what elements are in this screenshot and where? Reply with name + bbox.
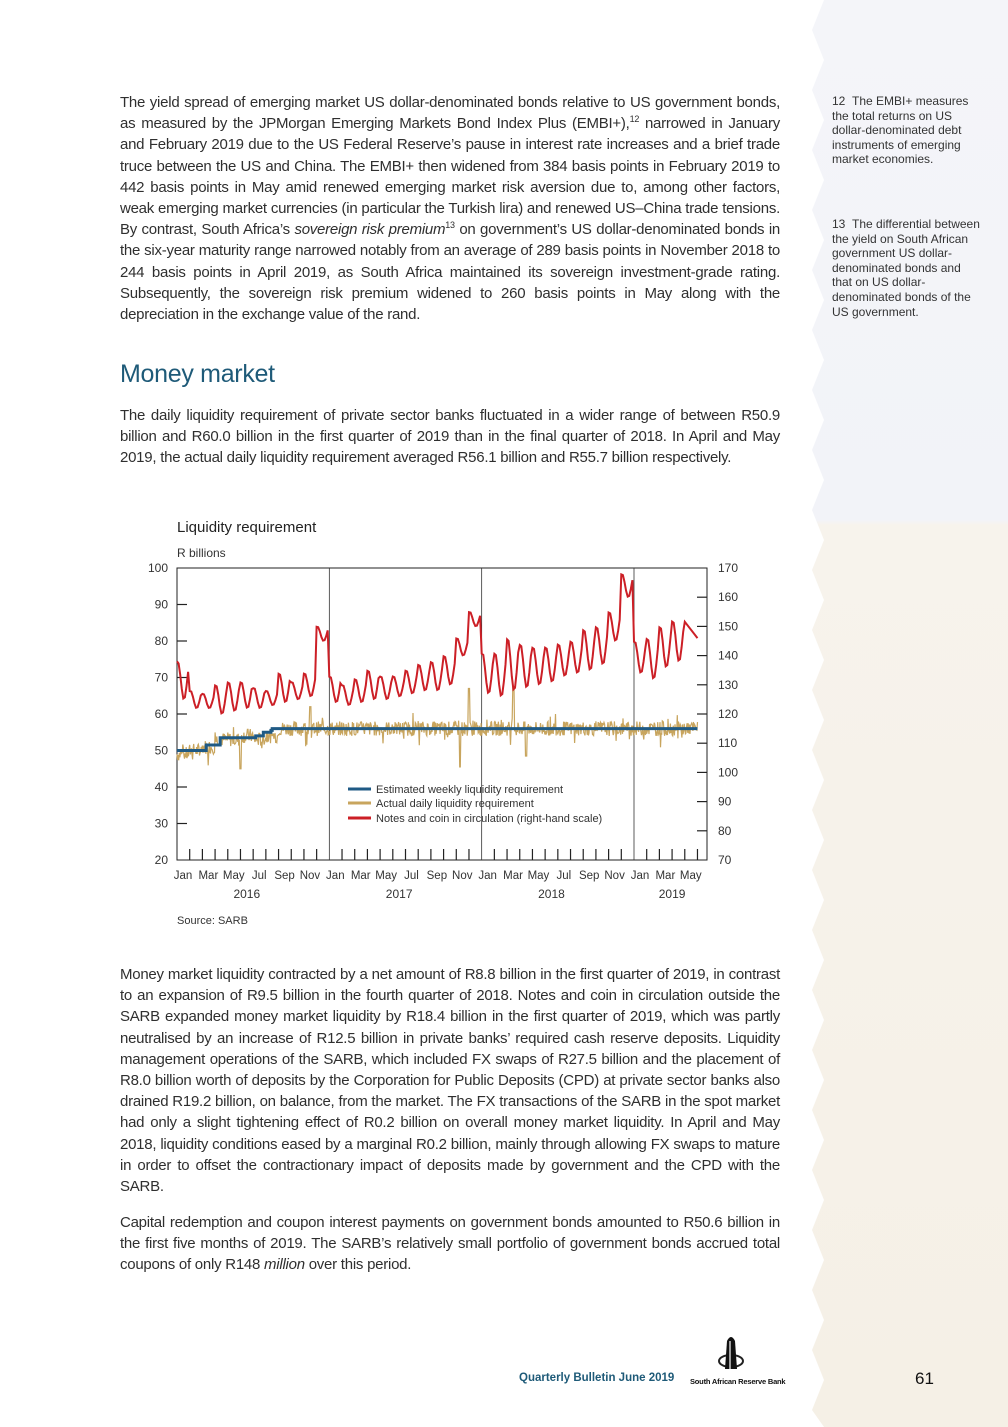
y-tick-label: 30 <box>154 816 168 831</box>
x-year-label: 2017 <box>385 887 413 901</box>
chart-source: Source: SARB <box>177 915 248 927</box>
y-tick-label: 50 <box>154 743 168 758</box>
footnote-text: The differential between the yield on South African government US dollar-denominated bonds and that on US dollar-denominated bonds of the US government. <box>832 217 980 319</box>
paragraph-money-market-liquidity <box>120 964 780 1197</box>
x-tick-label: Jan <box>630 870 650 882</box>
y2-tick-label: 120 <box>718 707 739 721</box>
x-tick-label: Sep <box>578 870 600 882</box>
page-number: 61 <box>915 1369 934 1388</box>
footnote-ref-13[interactable]: 13 <box>445 220 455 231</box>
y2-tick-label: 90 <box>718 794 732 809</box>
x-tick-label: Jul <box>556 870 572 882</box>
y2-tick-label: 130 <box>718 677 739 692</box>
legend-label: Estimated weekly liquidity requirement <box>376 784 564 796</box>
footnote-ref-12[interactable]: 12 <box>629 114 640 125</box>
y2-tick-label: 150 <box>718 619 739 634</box>
paragraph-text: The daily liquidity requirement of private sector banks fluctuated in a wider range of between R50.9 billion and R60.0 billion in the first quarter of 2019 than in the final quarter of 2018. In April and May 2019, the actual daily liquidity requirement averaged R56.1 billion and R55.7 billion respectively. <box>120 407 780 467</box>
y-tick-label: 20 <box>154 853 168 867</box>
emphasis-term: sovereign risk premium <box>294 221 446 239</box>
paragraph-text: Capital redemption and coupon interest payments on government bonds amounted to R50.6 billion in the first five months of 2019. The SARB’s relatively small portfolio of government bonds accrued total coupons of only R148 <box>120 1214 780 1274</box>
x-tick-label: Jan <box>173 870 193 882</box>
y2-tick-label: 140 <box>718 648 739 663</box>
x-tick-label: Nov <box>452 870 473 882</box>
x-tick-label: Jan <box>326 870 345 882</box>
series-notes-coin <box>177 574 697 713</box>
x-tick-label: Jan <box>478 870 497 882</box>
paragraph-text: narrowed in January and February 2019 due to the US Federal Reserve’s pause in interest rate increases and a brief trade truce between the US and China. The EMBI+ then widened from 384 basis points in February 2019 to 442 basis points in May amid renewed emerging market risk aversion due to, among other factors, weak emerging market currencies (in particular the Turkish lira) and renewed US–China trade tensions. By contrast, South Africa’s <box>120 115 781 239</box>
y2-tick-label: 80 <box>718 823 732 838</box>
section-heading: Money market <box>120 360 275 388</box>
x-tick-label: Sep <box>426 870 448 882</box>
y-tick-label: 60 <box>154 707 168 721</box>
y2-tick-label: 160 <box>718 590 739 605</box>
x-tick-label: May <box>679 870 702 882</box>
footnote-number: 12 <box>832 94 846 108</box>
y2-tick-label: 70 <box>718 853 732 867</box>
paragraph-text: The yield spread of emerging market US dollar-denominated bonds relative to US government bonds, as measured by the JPMorgan Emerging Markets Bond Index Plus (EMBI+), <box>120 94 780 133</box>
x-tick-label: Nov <box>604 870 625 882</box>
x-tick-label: Nov <box>299 870 321 882</box>
x-year-label: 2018 <box>538 887 565 901</box>
y-tick-label: 100 <box>147 561 168 575</box>
paragraph-text: Money market liquidity contracted by a net amount of R8.8 billion in the first quarter of 2019, in contrast to an expansion of R9.5 billion in the fourth quarter of 2018. Notes and coin in circulation outside the SARB expanded money market liquidity by R18.4 billion in the first quarter of 2019, which was partly neutralised by an increase of R12.5 billion in private banks’ required cash reserve deposits. Liquidity management operations of the SARB, which included FX swaps of R27.5 billion and the placement of R8.0 billion worth of deposits by the Corporation for Public Deposits (CPD) at private sector banks also drained R19.2 billion, on balance, from the market. The FX transactions of the SARB in the spot market had only a slight tightening effect of R0.2 billion on overall money market liquidity. In April and May 2018, liquidity conditions eased by a marginal R0.2 billion, mainly through allowing FX swaps to mature in order to offset the contractionary impact of deposits made by government and the CPD with the SARB. <box>120 966 780 1196</box>
footer-publication-title: Quarterly Bulletin June 2019 <box>519 1372 675 1384</box>
x-year-label: 2016 <box>233 887 261 901</box>
legend-label: Actual daily liquidity requirement <box>376 798 534 810</box>
emphasis-term: million <box>264 1256 305 1274</box>
x-tick-label: Mar <box>350 870 371 882</box>
x-tick-label: Mar <box>198 870 219 882</box>
x-tick-label: Mar <box>503 870 523 882</box>
y-tick-label: 70 <box>154 670 168 685</box>
y2-tick-label: 100 <box>718 765 739 780</box>
legend-label: Notes and coin in circulation (right-hand scale) <box>376 813 603 825</box>
footnote-text: The EMBI+ measures the total returns on US dollar-denominated debt instruments of emerging market economies. <box>832 94 969 167</box>
y-tick-label: 40 <box>154 780 168 794</box>
footnote-number: 13 <box>832 217 846 231</box>
x-tick-label: May <box>375 870 397 882</box>
x-tick-label: Mar <box>655 870 676 882</box>
x-tick-label: Sep <box>274 870 295 882</box>
footer-bank-name: South African Reserve Bank <box>690 1377 786 1386</box>
chart-title: Liquidity requirement <box>177 519 317 536</box>
x-tick-label: Jul <box>251 870 267 882</box>
y-tick-label: 90 <box>154 597 168 612</box>
y2-tick-label: 170 <box>718 561 739 575</box>
paragraph-text: on government’s US dollar-denominated bonds in the six-year maturity range narrowed notably from an average of 289 basis points in November 2018 to 244 basis points in April 2019, as South Africa maintained its sovereign investment-grade rating. Subsequently, the sovereign risk premium widened to 260 basis points in May along with the depreciation in the exchange value of the rand. <box>120 221 781 324</box>
paragraph-text: over this period. <box>304 1256 412 1274</box>
y2-tick-label: 110 <box>718 736 738 751</box>
sarb-logo-icon <box>716 1335 746 1375</box>
paragraph-capital-redemption <box>120 1212 780 1276</box>
x-tick-label: Jul <box>404 870 419 882</box>
x-tick-label: May <box>527 870 550 882</box>
x-year-label: 2019 <box>658 887 686 901</box>
x-tick-label: May <box>222 870 245 882</box>
y-tick-label: 80 <box>154 634 168 648</box>
chart-unit-label: R billions <box>177 546 226 560</box>
